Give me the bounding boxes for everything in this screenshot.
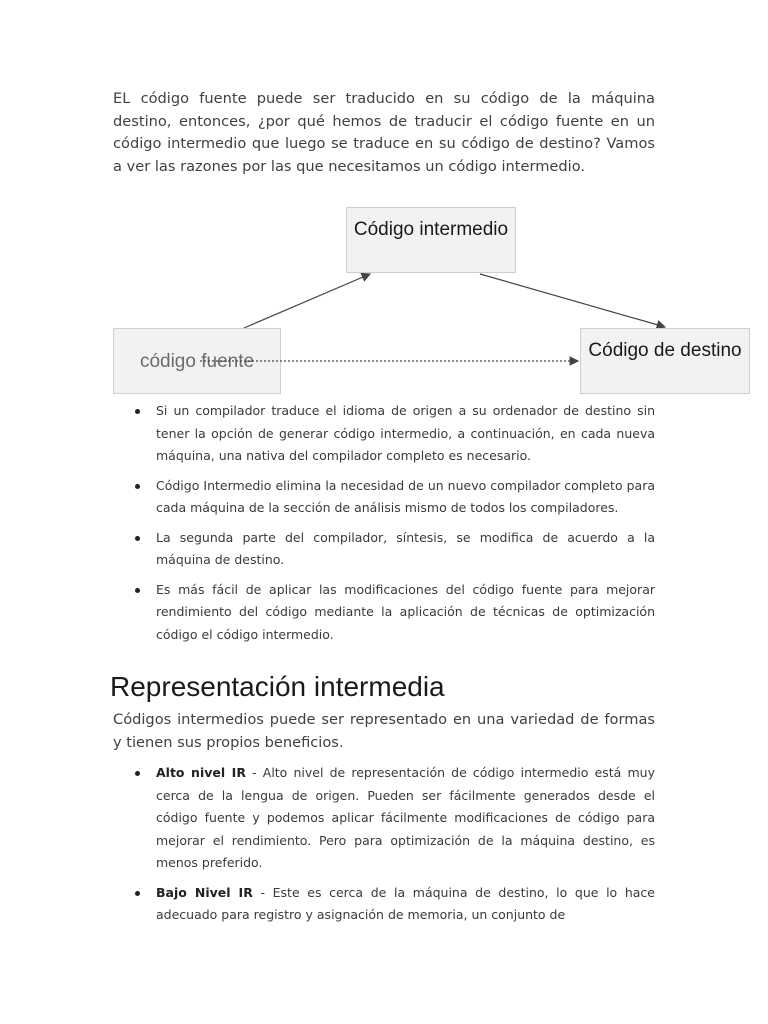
- list-item-text: - Alto nivel de representación de código intermedio está muy cerca de la lengua de origen. Pueden ser fácilmente generados desde el código fuente y podemos aplicar fácilmente modificaciones de código para mejorar el rendimiento. Pero para optimización de la máquina destino, es menos preferido.: [156, 765, 655, 870]
- section-heading: Representación intermedia: [110, 671, 445, 702]
- section-paragraph: Códigos intermedios puede ser representado en una variedad de formas y tienen sus propios beneficios.: [113, 711, 655, 751]
- target-code-box: [580, 328, 750, 394]
- list-item-term: Alto nivel IR: [156, 765, 246, 780]
- list-item: Es más fácil de aplicar las modificaciones del código fuente para mejorar rendimiento del código mediante la aplicación de técnicas de optimización código el código intermedio.: [133, 579, 655, 647]
- target-code-label: Código de destino: [588, 340, 742, 361]
- ir-levels-list: [133, 762, 655, 934]
- list-item: [133, 762, 655, 875]
- source-code-box: [113, 328, 281, 394]
- list-item: Si un compilador traduce el idioma de origen a su ordenador de destino sin tener la opción de generar código intermedio, a continuación, en cada nueva máquina, una nativa del compilador completo es necesario.: [133, 400, 655, 468]
- list-item-term: Bajo Nivel IR: [156, 884, 253, 900]
- intro-paragraph: EL código fuente puede ser traducido en su código de la máquina destino, entonces, ¿por qué hemos de traducir el código fuente en un código intermedio que luego se traduce en su código de destino? Vamos a ver las razones por las que necesitamos un código intermedio.: [113, 90, 655, 175]
- list-item: La segunda parte del compilador, síntesis, se modifica de acuerdo a la máquina de destino.: [133, 527, 655, 572]
- list-item-text: - Este es cerca de la máquina de destino, lo que lo hace adecuado para registro y asignación de memoria, un conjunto de: [156, 884, 655, 922]
- compilation-diagram: [0, 200, 768, 400]
- intermediate-code-label: Código intermedio: [353, 219, 509, 240]
- reasons-list: [133, 400, 655, 653]
- list-item: Código Intermedio elimina la necesidad de un nuevo compilador completo para cada máquina de la sección de análisis mismo de todos los compiladores.: [133, 475, 655, 520]
- intermediate-code-box: [346, 207, 516, 273]
- list-item: [133, 882, 655, 927]
- arrow-intermediate-to-target: [480, 274, 665, 327]
- arrow-source-to-intermediate: [244, 274, 370, 328]
- source-code-label: código fuente: [139, 351, 255, 372]
